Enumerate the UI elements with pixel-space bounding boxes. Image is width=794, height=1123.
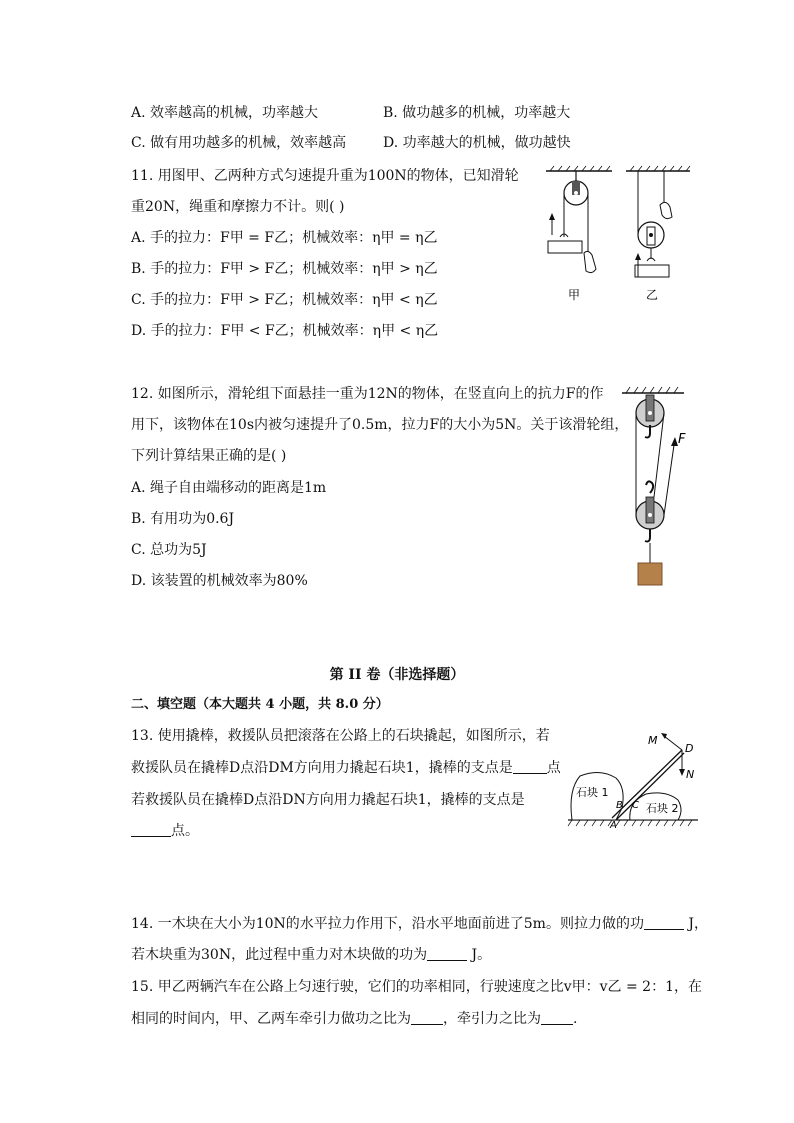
q12-fig-label-f: F [678, 432, 686, 447]
q13-stem-line3: 若救援队员在撬棒D点沿DN方向用力撬起石块1，撬棒的支点是 [131, 792, 525, 808]
q11-stem-line2: 重20N，绳重和摩擦力不计。则( ) [131, 199, 345, 215]
q13-answer-blank-2[interactable] [131, 822, 171, 837]
q14-answer-blank-1[interactable] [644, 915, 684, 930]
q14-stem-line1: 14. 一木块在大小为10N的水平拉力作用下，沿水平地面前进了5m。则拉力做的功 J， [131, 916, 709, 932]
q13-fig-label-a: A [610, 820, 617, 828]
q13-crowbar-figure [566, 728, 701, 828]
q10-option-b: B. 做功越多的机械，功率越大 [383, 105, 571, 121]
q15-answer-blank-1[interactable] [411, 1010, 443, 1025]
q12-pulley-block-figure [618, 385, 698, 590]
q11-option-c: C. 手的拉力：F甲 > F乙；机械效率：η甲 < η乙 [131, 292, 438, 308]
q11-fig-label-jia: 甲 [568, 288, 581, 302]
q12-option-d: D. 该装置的机械效率为80% [131, 573, 308, 589]
q13-stem-line2: 救援队员在撬棒D点沿DM方向用力撬起石块1，撬棒的支点是 点 [131, 760, 561, 776]
q13-fig-rock2: 石块 2 [646, 802, 679, 815]
q13-answer-blank-1[interactable] [513, 759, 547, 774]
q11-option-b: B. 手的拉力：F甲 > F乙；机械效率：η甲 > η乙 [131, 261, 438, 277]
q12-stem-line3: 下列计算结果正确的是( ) [131, 448, 287, 464]
q11-stem-line1: 11. 用图甲、乙两种方式匀速提升重为100N的物体，已知滑轮 [131, 168, 519, 184]
q12-option-c: C. 总功为5J [131, 542, 207, 558]
q15-answer-blank-2[interactable] [541, 1010, 573, 1025]
q10-option-d: D. 功率越大的机械，做功越快 [383, 135, 571, 151]
q11-option-d: D. 手的拉力：F甲 < F乙；机械效率：η甲 < η乙 [131, 323, 439, 339]
q10-option-a: A. 效率越高的机械，功率越大 [131, 105, 319, 121]
q13-fig-label-d: D [685, 742, 694, 755]
q13-fig-label-b: B [616, 800, 623, 811]
section-title: 第 II 卷（非选择题） [329, 667, 465, 683]
q13-fig-rock1: 石块 1 [576, 786, 609, 799]
q11-fig-label-yi: 乙 [646, 288, 659, 302]
q11-option-a: A. 手的拉力：F甲 = F乙；机械效率：η甲 = η乙 [131, 230, 438, 246]
q14-answer-blank-2[interactable] [427, 946, 467, 961]
q13-fig-label-m: M [648, 734, 658, 747]
q11-pulley-figure [540, 165, 700, 310]
q12-option-a: A. 绳子自由端移动的距离是1m [131, 480, 327, 496]
q12-option-b: B. 有用功为0.6J [131, 511, 235, 527]
q12-stem-line1: 12. 如图所示，滑轮组下面悬挂一重为12N的物体，在竖直向上的抗力F的作 [131, 386, 604, 402]
q13-stem-line4: 点。 [131, 822, 199, 840]
q13-fig-label-n: N [686, 768, 695, 781]
q14-stem-line2: 若木块重为30N，此过程中重力对木块做的功为 J。 [131, 947, 492, 963]
q15-stem-line2: 相同的时间内，甲、乙两车牵引力做功之比为 ，牵引力之比为 . [131, 1011, 578, 1027]
q13-fig-label-c: C [632, 800, 639, 811]
section-heading: 二、填空题（本大题共 4 小题，共 8.0 分） [131, 697, 389, 712]
q15-stem-line1: 15. 甲乙两辆汽车在公路上匀速行驶，它们的功率相同，行驶速度之比v甲：v乙 = 2：1，在 [131, 979, 702, 995]
q10-option-c: C. 做有用功越多的机械，效率越高 [131, 135, 347, 151]
q13-stem-line1: 13. 使用撬棒，救援队员把滚落在公路上的石块撬起，如图所示，若 [131, 728, 550, 744]
q12-stem-line2: 用下，该物体在10s内被匀速提升了0.5m，拉力F的大小为5N。关于该滑轮组， [131, 417, 629, 433]
